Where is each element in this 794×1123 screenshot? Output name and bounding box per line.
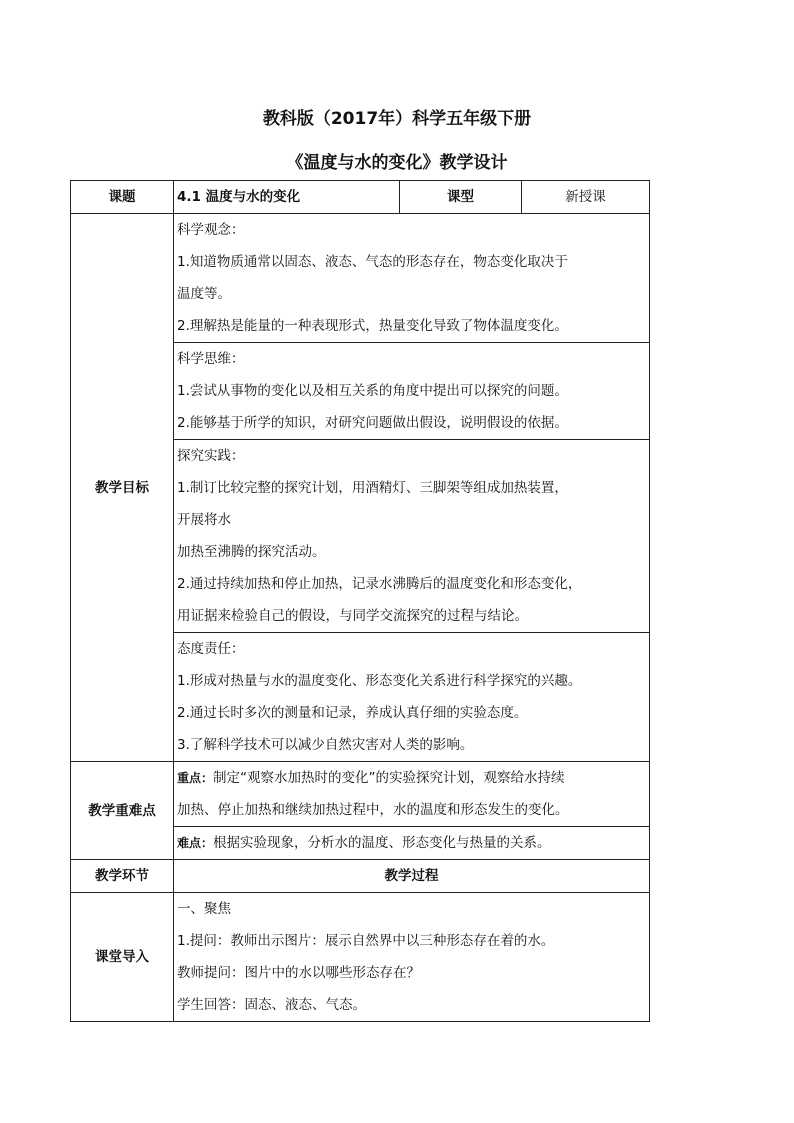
intro-line: 一、聚焦 bbox=[177, 901, 231, 917]
lesson-type-label: 课型 bbox=[400, 181, 522, 214]
keypoints-key-cell bbox=[174, 762, 650, 827]
goals-line: 用证据来检验自己的假设，与同学交流探究的过程与结论。 bbox=[177, 608, 528, 624]
topic-value: 4.1 温度与水的变化 bbox=[174, 181, 400, 214]
table-row-goals-1 bbox=[71, 214, 650, 343]
goals-line: 开展将水 bbox=[177, 512, 231, 528]
lesson-plan-table bbox=[70, 180, 650, 1022]
goals-heading: 科学思维： bbox=[177, 351, 245, 367]
goals-heading: 探究实践： bbox=[177, 448, 245, 464]
key-point-text: 制定“观察水加热时的变化”的实验探究计划，观察给水持续 bbox=[213, 770, 565, 786]
goals-line: 2.通过长时多次的测量和记录，养成认真仔细的实验态度。 bbox=[177, 705, 528, 721]
goals-line: 3.了解科学技术可以减少自然灾害对人类的影响。 bbox=[177, 737, 474, 753]
intro-line: 学生回答：固态、液态、气态。 bbox=[177, 997, 366, 1013]
table-row-intro bbox=[71, 893, 650, 1022]
goals-line: 加热至沸腾的探究活动。 bbox=[177, 544, 326, 560]
intro-line: 1.提问：教师出示图片：展示自然界中以三种形态存在着的水。 bbox=[177, 933, 555, 949]
table-row-topic bbox=[71, 181, 650, 214]
goals-line: 2.能够基于所学的知识，对研究问题做出假设，说明假设的依据。 bbox=[177, 415, 568, 431]
goals-line: 1.制订比较完整的探究计划，用酒精灯、三脚架等组成加热装置， bbox=[177, 480, 568, 496]
stage-header: 教学环节 bbox=[71, 860, 174, 893]
goals-heading: 态度责任： bbox=[177, 641, 245, 657]
goals-attitude-cell bbox=[174, 633, 650, 762]
intro-line: 教师提问：图片中的水以哪些形态存在？ bbox=[177, 965, 420, 981]
table-row-process-header bbox=[71, 860, 650, 893]
table-row-keypoints-1 bbox=[71, 762, 650, 827]
difficulty-text: 根据实验现象，分析水的温度、形态变化与热量的关系。 bbox=[213, 835, 551, 851]
keypoints-difficulty-cell bbox=[174, 827, 650, 860]
key-point-text: 加热、停止加热和继续加热过程中，水的温度和形态发生的变化。 bbox=[177, 802, 569, 818]
goals-line: 1.知道物质通常以固态、液态、气态的形态存在，物态变化取决于 bbox=[177, 254, 568, 270]
document-subtitle: 《温度与水的变化》教学设计 bbox=[286, 153, 508, 173]
goals-concept-cell bbox=[174, 214, 650, 343]
goals-line: 温度等。 bbox=[177, 286, 231, 302]
process-header: 教学过程 bbox=[174, 860, 650, 893]
lesson-type-value: 新授课 bbox=[522, 181, 650, 214]
goals-thinking-cell bbox=[174, 343, 650, 440]
intro-label: 课堂导入 bbox=[71, 893, 174, 1022]
goals-line: 1.形成对热量与水的温度变化、形态变化关系进行科学探究的兴趣。 bbox=[177, 673, 582, 689]
goals-line: 2.通过持续加热和停止加热，记录水沸腾后的温度变化和形态变化， bbox=[177, 576, 582, 592]
goals-heading: 科学观念： bbox=[177, 222, 245, 238]
difficulty-label: 难点： bbox=[177, 836, 214, 850]
key-point-label: 重点： bbox=[177, 771, 214, 785]
keypoints-label: 教学重难点 bbox=[71, 762, 174, 860]
goals-practice-cell bbox=[174, 440, 650, 633]
topic-label: 课题 bbox=[71, 181, 174, 214]
goals-line: 2.理解热是能量的一种表现形式，热量变化导致了物体温度变化。 bbox=[177, 318, 568, 334]
goals-line: 1.尝试从事物的变化以及相互关系的角度中提出可以探究的问题。 bbox=[177, 383, 568, 399]
goals-label: 教学目标 bbox=[71, 214, 174, 762]
intro-cell bbox=[174, 893, 650, 1022]
document-title: 教科版（2017年）科学五年级下册 bbox=[262, 109, 532, 129]
